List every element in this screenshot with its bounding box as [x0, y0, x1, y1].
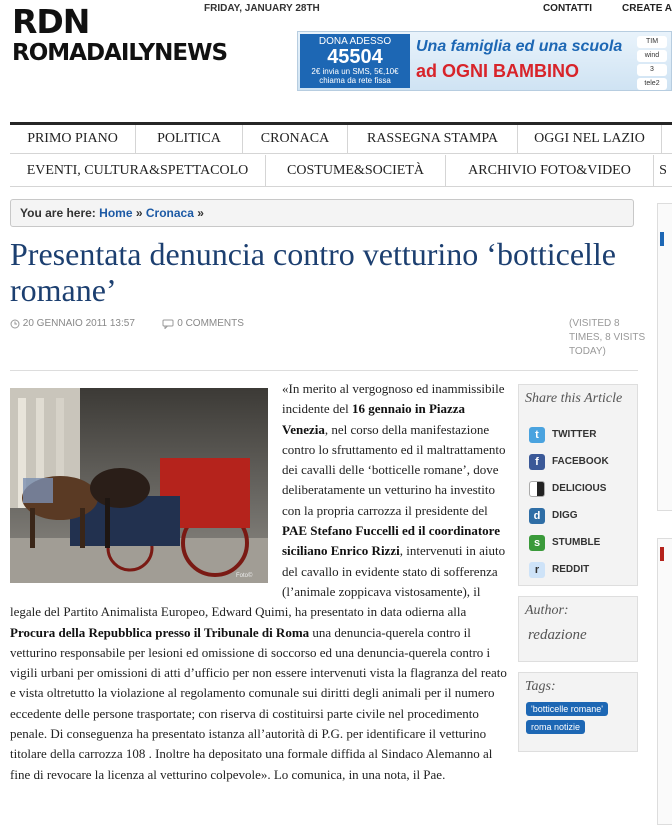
- nav-item-oggi-nel-lazio[interactable]: OGGI NEL LAZIO: [518, 125, 662, 153]
- nav-row-primary: [10, 122, 672, 154]
- edge-accent: [660, 547, 664, 561]
- divider: [10, 370, 638, 371]
- article-image[interactable]: [10, 388, 268, 583]
- tags-box: [518, 672, 638, 752]
- share-reddit[interactable]: r REDDIT: [519, 556, 637, 583]
- article-date: 20 GENNAIO 2011 13:57: [22, 318, 135, 329]
- article-meta: [10, 318, 244, 329]
- visit-counter: (VISITED 8 TIMES, 8 VISITS TODAY): [569, 318, 646, 357]
- right-column-box: [657, 203, 672, 511]
- tags-heading: Tags:: [525, 679, 556, 694]
- nav-item-primo-piano[interactable]: PRIMO PIANO: [10, 125, 136, 153]
- nav-item-cronaca[interactable]: CRONACA: [243, 125, 348, 153]
- current-date: [204, 3, 320, 14]
- date-rest: , JANUARY 28TH: [239, 3, 320, 14]
- body-text-3: , intervenuti in aiuto del cavallo in evidente stato di sofferenza (l’animale zoppicava vistosamente), il legale del Partito Animalista Europeo, Edward Quimi, ha presentato in data odierna alla: [10, 543, 506, 620]
- body-text-2: , nel corso della manifestazione contro lo sfruttamento ed il maltrattamento dei cavalli delle ‘botticelle romane’, dove deliberatamente un vetturino ha investito con la propria carrozza il presidente del: [282, 421, 506, 518]
- twitter-icon: t: [529, 427, 545, 443]
- share-twitter[interactable]: t TWITTER: [519, 421, 637, 448]
- comments-link[interactable]: 0 COMMENTS: [177, 318, 244, 329]
- share-facebook[interactable]: f FACEBOOK: [519, 448, 637, 475]
- reddit-icon: r: [529, 562, 545, 578]
- breadcrumb: [10, 199, 634, 227]
- clock-icon: [10, 319, 20, 329]
- site-logo-name[interactable]: ROMADAILYNEWS: [12, 40, 228, 66]
- body-text-1: «In merito al vergognoso ed inammissibile incidente del: [282, 381, 505, 417]
- edge-accent: [660, 232, 664, 246]
- nav-item-archivio[interactable]: ARCHIVIO FOTO&VIDEO: [446, 155, 654, 186]
- top-links: [513, 3, 672, 14]
- author-heading: Author:: [525, 603, 569, 618]
- tag-roma-notizie[interactable]: roma notizie: [526, 720, 585, 734]
- stumbleupon-icon: s: [529, 535, 545, 551]
- digg-icon: d: [529, 508, 545, 524]
- nav-item-rassegna-stampa[interactable]: RASSEGNA STAMPA: [348, 125, 518, 153]
- right-column-box: [657, 538, 672, 825]
- body-bold-3: Procura della Repubblica presso il Tribunale di Roma: [10, 624, 310, 640]
- share-stumble[interactable]: s STUMBLE: [519, 529, 637, 556]
- breadcrumb-home[interactable]: Home: [99, 206, 133, 220]
- donate-sub1: 2€ invia un SMS, 5€,10€: [311, 67, 399, 76]
- body-text-4: una denuncia-querela contro il vetturino responsabile per lesioni ed omissione di soccorso ed una denuncia-querela contro i vigili urbani per omissioni di atti d’ufficio per non essere intervenuti vista la flagranza del reato e vista oltretutto la violazione al regolamento comunale sui diritti degli animali per il numero eccedente delle persone trasportate; con riserva di costituirsi parte civile nel procedimento penale. Di conseguenza ha presentato istanza all’autorità di P.G. per identificare il vetturino titolare della carrozza 108 . Inoltre ha depositato una formale diffida al Sindaco Alemanno al fine di revocare la licenza al vetturino colpevole». Lo comunica, in una nota, il Pae.: [10, 624, 507, 782]
- body-bold-1: 16 gennaio in Piazza Venezia: [282, 401, 466, 437]
- tim-logo: TIM: [637, 36, 667, 48]
- banner-subheadline: ad OGNI BAMBINO: [416, 61, 580, 81]
- photo-watermark: Foto©: [236, 573, 253, 579]
- nav-item-politica[interactable]: POLITICA: [136, 125, 243, 153]
- share-digg[interactable]: d DIGG: [519, 502, 637, 529]
- nav-item-overflow[interactable]: S: [659, 162, 667, 178]
- share-heading: Share this Article: [525, 391, 623, 406]
- body-bold-2: PAE Stefano Fuccelli ed il coordinatore siciliano Enrico Rizzi: [282, 523, 500, 559]
- share-box: [518, 384, 638, 586]
- breadcrumb-prefix: You are here:: [20, 206, 96, 220]
- nav-row-secondary: [10, 155, 672, 187]
- main-nav: [10, 122, 672, 188]
- ad-banner[interactable]: [297, 31, 672, 91]
- comment-icon: [162, 319, 174, 329]
- site-logo-rdn[interactable]: RDN: [12, 2, 90, 41]
- breadcrumb-sep: »: [197, 206, 204, 220]
- share-delicious[interactable]: DELICIOUS: [519, 475, 637, 502]
- article-title: Presentata denuncia contro vetturino ‘botticelle romane’: [10, 236, 616, 308]
- date-weekday: FRIDAY: [204, 3, 240, 14]
- nav-item-costume[interactable]: COSTUME&SOCIETÀ: [266, 155, 446, 186]
- carrier-logos: [637, 36, 667, 91]
- donate-sub2: chiama da rete fissa: [319, 76, 391, 85]
- breadcrumb-sep: »: [135, 206, 143, 220]
- horse-carriage-photo: [10, 388, 268, 583]
- three-logo: 3: [637, 64, 667, 76]
- delicious-icon: [529, 481, 545, 497]
- facebook-icon: f: [529, 454, 545, 470]
- banner-headline: Una famiglia ed una scuola: [416, 38, 623, 55]
- tele2-logo: tele2: [637, 78, 667, 90]
- article-sidebar: [518, 384, 638, 762]
- donate-label: DONA ADESSO: [318, 36, 392, 47]
- breadcrumb-cronaca[interactable]: Cronaca: [145, 206, 194, 220]
- donate-number: 45504: [327, 46, 383, 68]
- create-link[interactable]: CREATE A: [622, 3, 672, 14]
- author-box: [518, 596, 638, 662]
- donate-box[interactable]: [300, 34, 410, 88]
- contatti-link[interactable]: CONTATTI: [542, 3, 592, 14]
- tag-botticelle-romane[interactable]: 'botticelle romane': [526, 702, 608, 716]
- nav-item-eventi[interactable]: EVENTI, CULTURA&SPETTACOLO: [10, 155, 266, 186]
- author-name[interactable]: redazione: [528, 627, 587, 643]
- wind-logo: wind: [637, 50, 667, 62]
